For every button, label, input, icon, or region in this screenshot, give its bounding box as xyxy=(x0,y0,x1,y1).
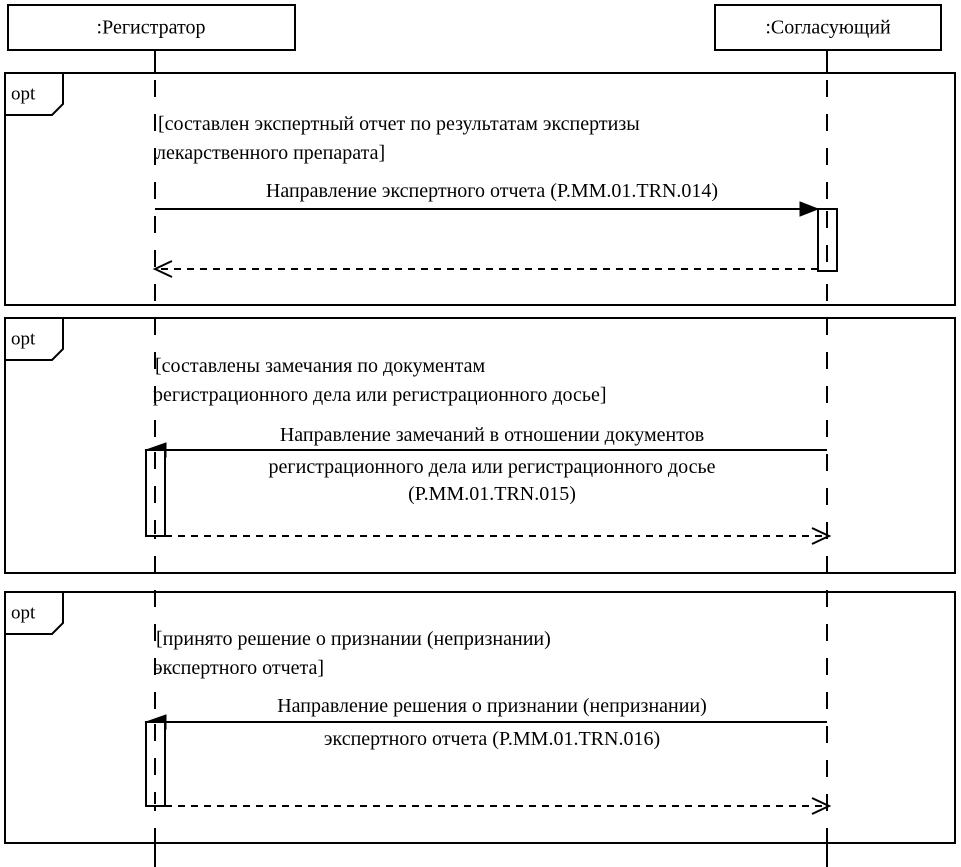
guard-condition-line-opt-2-0: [составлены замечания по документам xyxy=(155,355,486,377)
fragment-opt-3[interactable] xyxy=(5,592,955,843)
guard-condition-line-opt-1-1: лекарственного препарата] xyxy=(156,142,386,164)
lifeline-header-approver[interactable] xyxy=(715,5,941,50)
fragment-operator-label-opt-3: opt xyxy=(11,602,36,624)
message-label-m-014-0: Направление экспертного отчета (P.MM.01.TRN.014) xyxy=(265,180,719,202)
message-arrowhead-m-014 xyxy=(800,202,818,216)
lifeline-label-approver: :Согласующий xyxy=(765,16,891,39)
guard-condition-line-opt-2-1: регистрационного дела или регистрационного досье] xyxy=(153,384,607,406)
message-label-m-015-0: Направление замечаний в отношении документов xyxy=(279,424,705,446)
fragment-operator-label-opt-1: opt xyxy=(11,83,36,105)
message-label-m-015-2: (P.MM.01.TRN.015) xyxy=(408,483,576,505)
guard-condition-line-opt-1-0: [составлен экспертный отчет по результатам экспертизы xyxy=(158,113,640,135)
message-label-m-015-1: регистрационного дела или регистрационного досье xyxy=(268,456,716,478)
fragment-opt-1[interactable] xyxy=(5,73,955,305)
message-label-m-016-0: Направление решения о признании (непризнании) xyxy=(277,695,707,717)
guard-condition-line-opt-3-0: [принято решение о признании (непризнании) xyxy=(156,628,551,650)
fragment-opt-2[interactable] xyxy=(5,318,955,573)
lifeline-label-registrar: :Регистратор xyxy=(96,16,206,39)
fragment-operator-label-opt-2: opt xyxy=(11,328,36,350)
guard-condition-line-opt-3-1: экспертного отчета] xyxy=(154,657,325,679)
message-label-m-016-1: экспертного отчета (P.MM.01.TRN.016) xyxy=(323,728,661,750)
lifeline-header-registrar[interactable] xyxy=(8,5,295,50)
